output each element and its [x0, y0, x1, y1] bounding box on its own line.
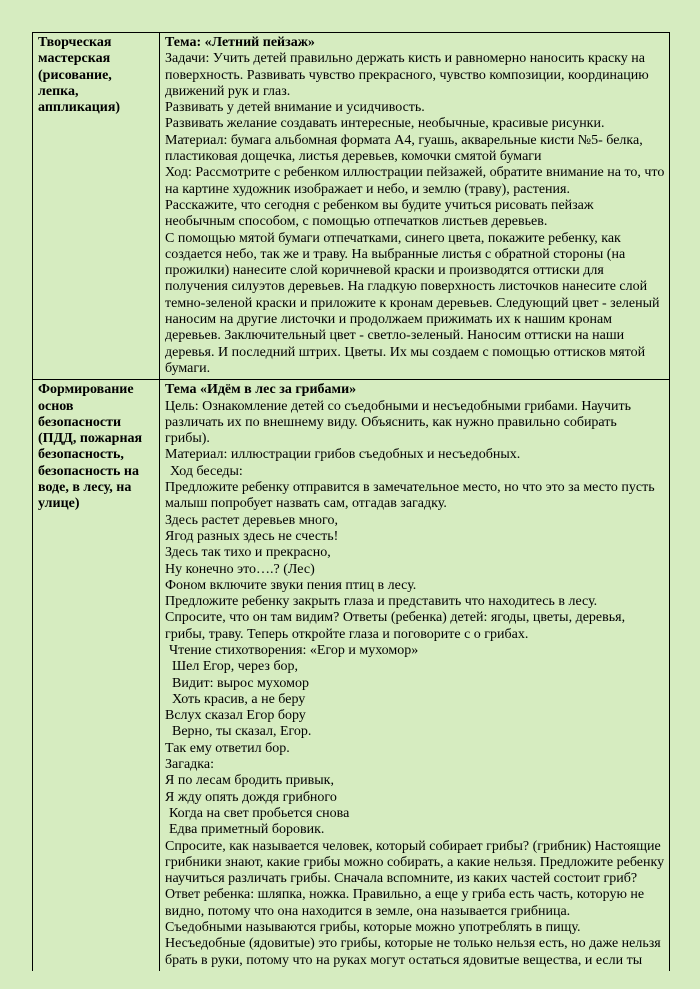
content-cell — [160, 33, 670, 380]
poem-line: Видит: вырос мухомор — [172, 675, 309, 691]
category-label: Формирование основ безопасности (ПДД, пожарная безопасность, безопасность на воде, в лесу, на улице) — [38, 382, 143, 512]
riddle-line: Едва приметный боровик. — [169, 822, 325, 838]
paragraph: Ход: Рассмотрите с ребенком иллюстрации пейзажей, обратите внимание на то, что на картине художник изображает и небо, и землю (траву), растения. — [165, 165, 665, 197]
paragraph: Задачи: Учить детей правильно держать кисть и равномерно наносить краску на поверхность. Развивать чувство прекрасного, чувство композиции, координацию движений рук и глаз. — [165, 51, 649, 99]
riddle-line: Я жду опять дождя грибного — [165, 789, 337, 805]
poem-title: Чтение стихотворения: «Егор и мухомор» — [169, 642, 419, 658]
riddle-line: Я по лесам бродить привык, — [165, 773, 334, 789]
paragraph: Спросите, что он там видим? Ответы (ребенка) детей: ягоды, цветы, деревья, грибы, траву. Теперь откройте глаза и поговорите с о грибах. — [165, 610, 626, 642]
category-label: Творческая мастерская (рисование, лепка, аппликация) — [38, 35, 121, 116]
riddle-line: Ну конечно это….? (Лес) — [165, 561, 315, 577]
paragraph: Материал: иллюстрации грибов съедобных и несъедобных. — [165, 447, 521, 463]
poem-line: Верно, ты сказал, Егор. — [172, 724, 312, 740]
paragraph: Съедобными называются грибы, которые можно употреблять в пищу. — [165, 920, 581, 936]
paragraph: Развивать желание создавать интересные, необычные, красивые рисунки. — [165, 116, 605, 132]
paragraph: С помощью мятой бумаги отпечатками, синего цвета, покажите ребенку, как создается небо, так же и траву. На выбранные листья с обратной стороны (на прожилки) нанесите слой коричневой краски и производятся оттиски для получения силуэтов деревьев. На гладкую поверхность листочков нанесите слой темно-зеленой краски и приложите к кронам деревьев. Следующий цвет - зеленый наносим на другие листочки и продолжаем прижимать их к нашим кронам деревьев. Заключительный цвет - светло-зеленый. Наносим оттиски на наши деревья. И последний штрих. Цветы. Их мы создаем с помощью оттисков мятой бумаги. — [165, 230, 660, 376]
activity-plan-table — [32, 32, 670, 971]
category-cell — [33, 380, 160, 971]
riddle-line: Здесь растет деревьев много, — [165, 512, 338, 528]
content-cell — [160, 380, 670, 971]
poem-line: Так ему ответил бор. — [165, 740, 290, 756]
table-row — [33, 380, 670, 971]
paragraph: Спросите, как называется человек, который собирает грибы? (грибник) Настоящие грибники знают, какие грибы можно собирать, а какие нельзя. Предложите ребенку научиться различать грибы. Сначала вспомните, из каких частей состоит гриб? Ответ ребенка: шляпка, ножка. Правильно, а еще у гриба есть часть, которую не видно, потому что она находится в земле, она называется грибница. — [165, 838, 665, 919]
document-page — [32, 32, 667, 971]
riddle-title: Загадка: — [165, 757, 214, 773]
poem-line: Хоть красив, а не беру — [172, 691, 306, 707]
paragraph: Предложите ребенку закрыть глаза и представить что находитесь в лесу. — [165, 594, 598, 610]
topic-heading: Тема: «Летний пейзаж» — [165, 35, 315, 50]
paragraph: Материал: бумага альбомная формата А4, гуашь, акварельные кисти №5- белка, пластиковая дощечка, листья деревьев, комочки смятой бумаги — [165, 132, 643, 165]
paragraph: Предложите ребенку отправится в замечательное место, но что это за место пусть малыш попробует назвать сам, отгадав загадку. — [165, 480, 655, 512]
paragraph: Цель: Ознакомление детей со съедобными и несъедобными грибами. Научить различать их по внешнему виду. Объяснить, как нужно правильно собирать грибы). — [165, 398, 631, 447]
category-cell — [33, 33, 160, 380]
riddle-line: Когда на свет пробьется снова — [169, 805, 350, 821]
topic-heading: Тема «Идём в лес за грибами» — [165, 382, 357, 398]
paragraph: Несъедобные (ядовитые) это грибы, которые не только нельзя есть, но даже нельзя брать в руки, потому что на руках могут остаться ядовитые вещества, и если ты — [165, 936, 661, 968]
table-row — [33, 33, 670, 380]
paragraph: Ход беседы: — [170, 463, 243, 479]
paragraph: Развивать у детей внимание и усидчивость. — [165, 100, 425, 116]
poem-line: Шел Егор, через бор, — [172, 659, 299, 675]
paragraph: Фоном включите звуки пения птиц в лесу. — [165, 577, 417, 593]
riddle-line: Здесь так тихо и прекрасно, — [165, 545, 331, 561]
poem-line: Вслух сказал Егор бору — [165, 708, 306, 724]
paragraph: Расскажите, что сегодня с ребенком вы будите учиться рисовать пейзаж необычным способом, с помощью отпечатков листьев деревьев. — [165, 197, 594, 230]
riddle-line: Ягод разных здесь не счесть! — [165, 528, 339, 544]
